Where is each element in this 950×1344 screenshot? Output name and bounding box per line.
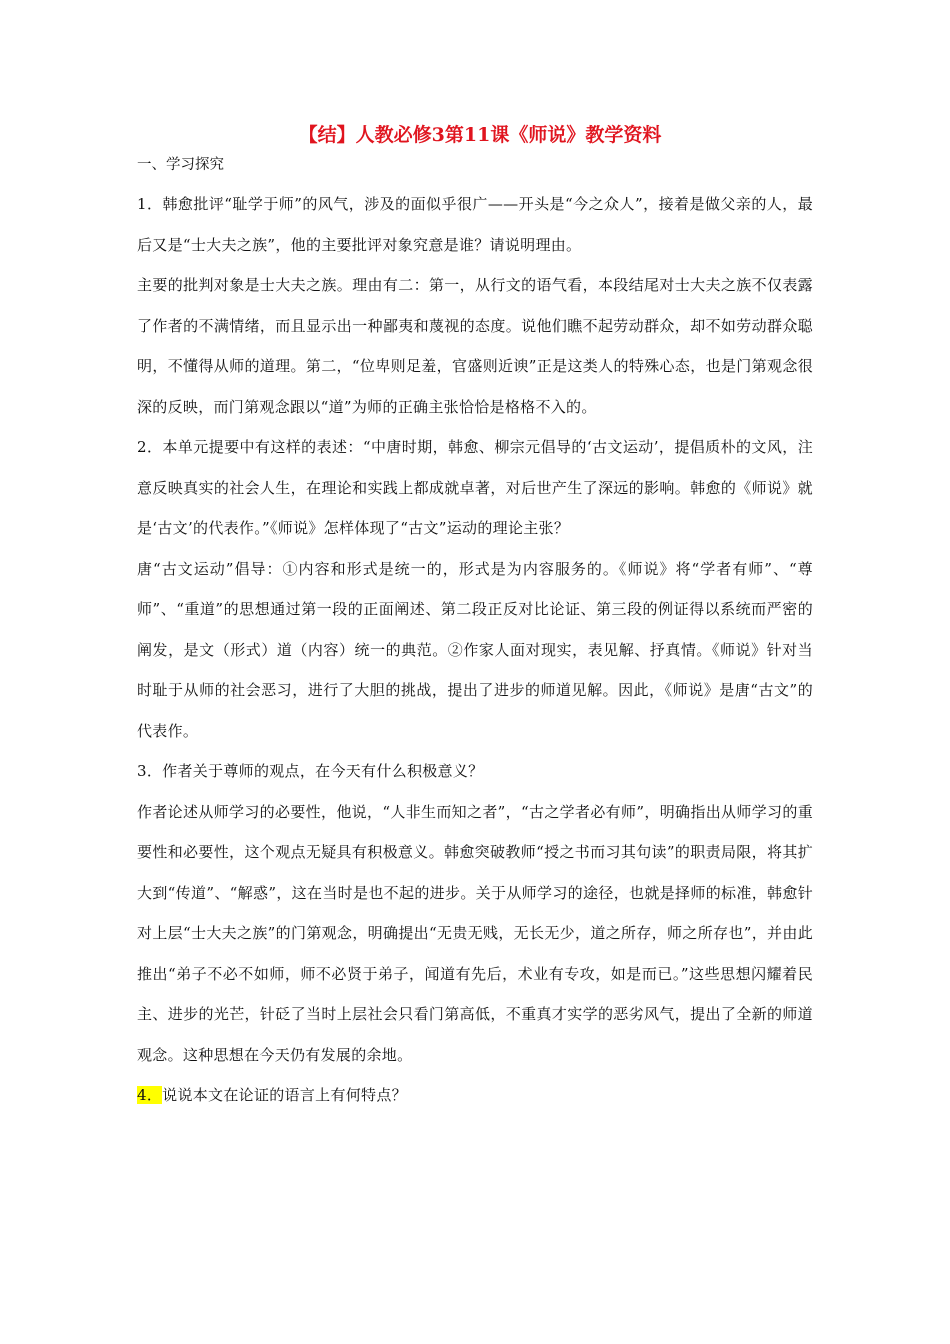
answer-1: 主要的批判对象是士大夫之族。理由有二：第一，从行文的语气看，本段结尾对士大夫之族不仅表露了作者的不满情绪，而且显示出一种鄙夷和蔑视的态度。说他们瞧不起劳动群众，却不如劳动群众聪明，不懂得从师的道理。第二，“位卑则足羞，官盛则近谀”正是这类人的特殊心态，也是门第观念很深的反映，而门第观念跟以“道”为师的正确主张恰恰是格格不入的。 [137,276,813,416]
question-4-number: 4． [137,1086,163,1104]
question-2: 2．本单元提要中有这样的表述：“中唐时期，韩愈、柳宗元倡导的‘古文运动’，提倡质朴的文风，注意反映真实的社会人生，在理论和实践上都成就卓著，对后世产生了深远的影响。韩愈的《师说》就是‘古文’的代表作。”《师说》怎样体现了“古文”运动的理论主张？ [137,438,813,537]
answer-2: 唐“古文运动”倡导：①内容和形式是统一的，形式是为内容服务的。《师说》将“学者有师”、“尊师”、“重道”的思想通过第一段的正面阐述、第二段正反对比论证、第三段的例证得以系统而严密的阐发，是文（形式）道（内容）统一的典范。②作家人面对现实，表见解、抒真情。《师说》针对当时耻于从师的社会恶习，进行了大胆的挑战，提出了进步的师道见解。因此，《师说》是唐“古文”的代表作。 [137,559,813,740]
question-1: 1．韩愈批评“耻学于师”的风气，涉及的面似乎很广——开头是“今之众人”，接着是做父亲的人，最后又是“士大夫之族”，他的主要批评对象究意是谁？请说明理由。 [137,195,813,254]
question-4-text: 说说本文在论证的语言上有何特点？ [162,1086,407,1104]
question-4 [137,1075,813,1116]
answer-3: 作者论述从师学习的必要性，他说，“人非生而知之者”，“古之学者必有师”，明确指出从师学习的重要性和必要性，这个观点无疑具有积极意义。韩愈突破教师“授之书而习其句读”的职责局限，将其扩大到“传道”、“解惑”，这在当时是也不起的进步。关于从师学习的途径，也就是择师的标准，韩愈针对上层“士大夫之族”的门第观念，明确提出“无贵无贱，无长无少，道之所存，师之所存也”，并由此推出“弟子不必不如师，师不必贤于弟子，闻道有先后，术业有专攻，如是而已。”这些思想闪耀着民主、进步的光芒，针砭了当时上层社会只看门第高低，不重真才实学的恶劣风气，提出了全新的师道观念。这种思想在今天仍有发展的余地。 [137,802,813,1064]
document-page [137,120,813,1116]
question-3: 3．作者关于尊师的观点，在今天有什么积极意义？ [137,762,484,780]
document-title: 【结】人教必修3第11课《师说》教学资料 [298,124,662,146]
section-heading: 一、学习探究 [137,157,224,173]
